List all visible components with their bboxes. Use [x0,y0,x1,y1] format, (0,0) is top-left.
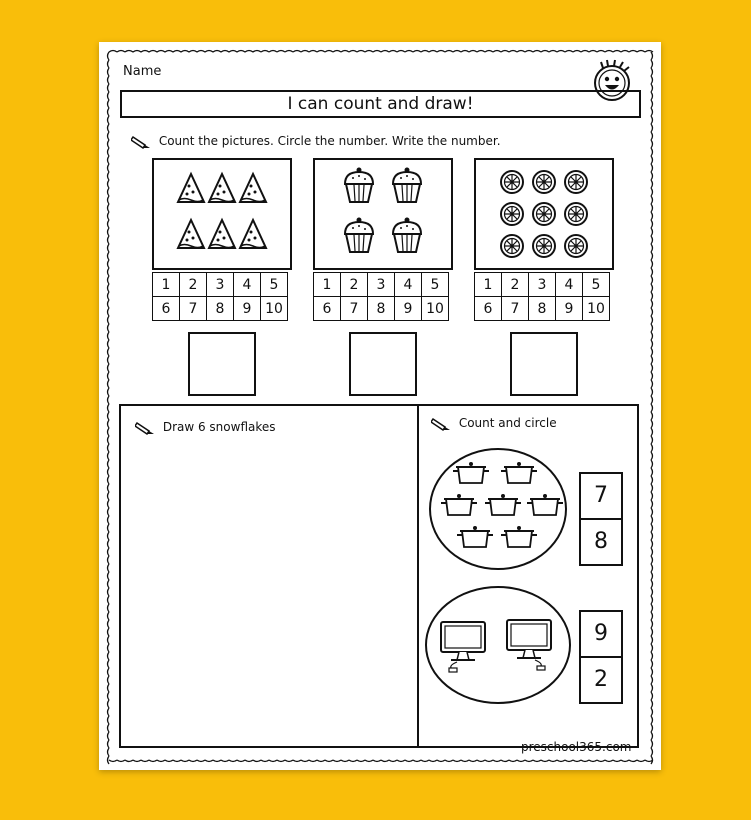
number-cell[interactable]: 8 [207,297,234,321]
cooking-pot-icon [501,526,537,547]
cooking-pot-icon [501,462,537,483]
number-cell[interactable]: 3 [368,273,395,297]
number-cell[interactable]: 8 [368,297,395,321]
number-cell[interactable]: 1 [314,273,341,297]
count-circle-section [415,404,639,748]
pencil-icon [131,135,151,149]
orange-slice-icon [565,235,587,257]
pizza-slice-icon [240,174,266,202]
computer-monitor-icon [441,622,485,672]
number-cell[interactable]: 5 [261,273,288,297]
cooking-pot-icon [441,494,477,515]
number-cell[interactable]: 2 [502,273,529,297]
number-cell[interactable]: 4 [234,273,261,297]
cooking-pot-icon [453,462,489,483]
cupcake-icon [393,168,421,203]
number-cell[interactable]: 5 [583,273,610,297]
orange-slice-icon [501,171,523,193]
answer-choice[interactable]: 2 [581,656,621,702]
number-cell[interactable]: 8 [529,297,556,321]
website-footer: preschool365.com [521,740,632,754]
orange-slice-icon [565,171,587,193]
pizza-slice-icon [209,174,235,202]
cooking-pot-icon [485,494,521,515]
number-cell[interactable]: 5 [422,273,449,297]
cooking-pot-icon [527,494,563,515]
pizza-slice-icon [209,220,235,248]
count-instruction-line [131,134,501,149]
orange-picture-box [474,158,614,270]
number-cell[interactable]: 10 [261,297,288,321]
orange-slice-icon [501,235,523,257]
cupcake-icon [393,218,421,253]
pizza-slice-icon [178,220,204,248]
draw-instruction-line [135,420,276,435]
number-cell[interactable]: 10 [583,297,610,321]
write-number-box[interactable] [349,332,417,396]
number-cell[interactable]: 1 [475,273,502,297]
number-cell[interactable]: 9 [556,297,583,321]
page-title: I can count and draw! [120,90,641,118]
answer-choice[interactable]: 8 [581,518,621,564]
number-cell[interactable]: 9 [234,297,261,321]
number-cell[interactable]: 1 [153,273,180,297]
answer-choice[interactable]: 9 [594,621,608,646]
number-cell[interactable]: 6 [153,297,180,321]
number-cell[interactable]: 7 [341,297,368,321]
answer-choice[interactable]: 7 [594,483,608,508]
orange-slice-icon [533,171,555,193]
computers-answer-choices [579,610,623,704]
number-cell[interactable]: 3 [529,273,556,297]
orange-slice-icon [565,203,587,225]
cupcake-icon [345,218,373,253]
number-cell[interactable]: 10 [422,297,449,321]
number-cell[interactable]: 2 [180,273,207,297]
pencil-icon [135,421,155,435]
orange-slice-icon [533,235,555,257]
number-grid-pizza [152,272,288,321]
name-label: Name [123,64,162,79]
computer-monitor-icon [507,620,551,670]
pencil-icon [431,417,451,431]
orange-slice-icon [501,203,523,225]
computers-oval [425,586,571,704]
pots-answer-choices [579,472,623,566]
orange-slice-icon [533,203,555,225]
draw-instruction-text: Draw 6 snowflakes [162,420,276,434]
pots-oval [429,448,567,570]
cupcake-picture-box [313,158,453,270]
cooking-pot-icon [457,526,493,547]
number-cell[interactable]: 4 [556,273,583,297]
pizza-picture-box [152,158,292,270]
pizza-slice-icon [178,174,204,202]
number-cell[interactable]: 4 [395,273,422,297]
number-cell[interactable]: 7 [502,297,529,321]
pizza-slice-icon [240,220,266,248]
number-cell[interactable]: 9 [395,297,422,321]
cupcake-icon [345,168,373,203]
number-grid-orange [474,272,610,321]
number-grid-cupcake [313,272,449,321]
number-cell[interactable]: 3 [207,273,234,297]
number-cell[interactable]: 7 [180,297,207,321]
write-number-box[interactable] [510,332,578,396]
number-cell[interactable]: 2 [341,273,368,297]
count-circle-instruction-text: Count and circle [458,416,557,430]
draw-section[interactable] [119,404,419,748]
write-number-box[interactable] [188,332,256,396]
number-cell[interactable]: 6 [475,297,502,321]
number-cell[interactable]: 6 [314,297,341,321]
instruction-text: Count the pictures. Circle the number. Write the number. [158,134,501,148]
count-circle-instruction-line [431,416,557,431]
worksheet-page [99,42,661,770]
